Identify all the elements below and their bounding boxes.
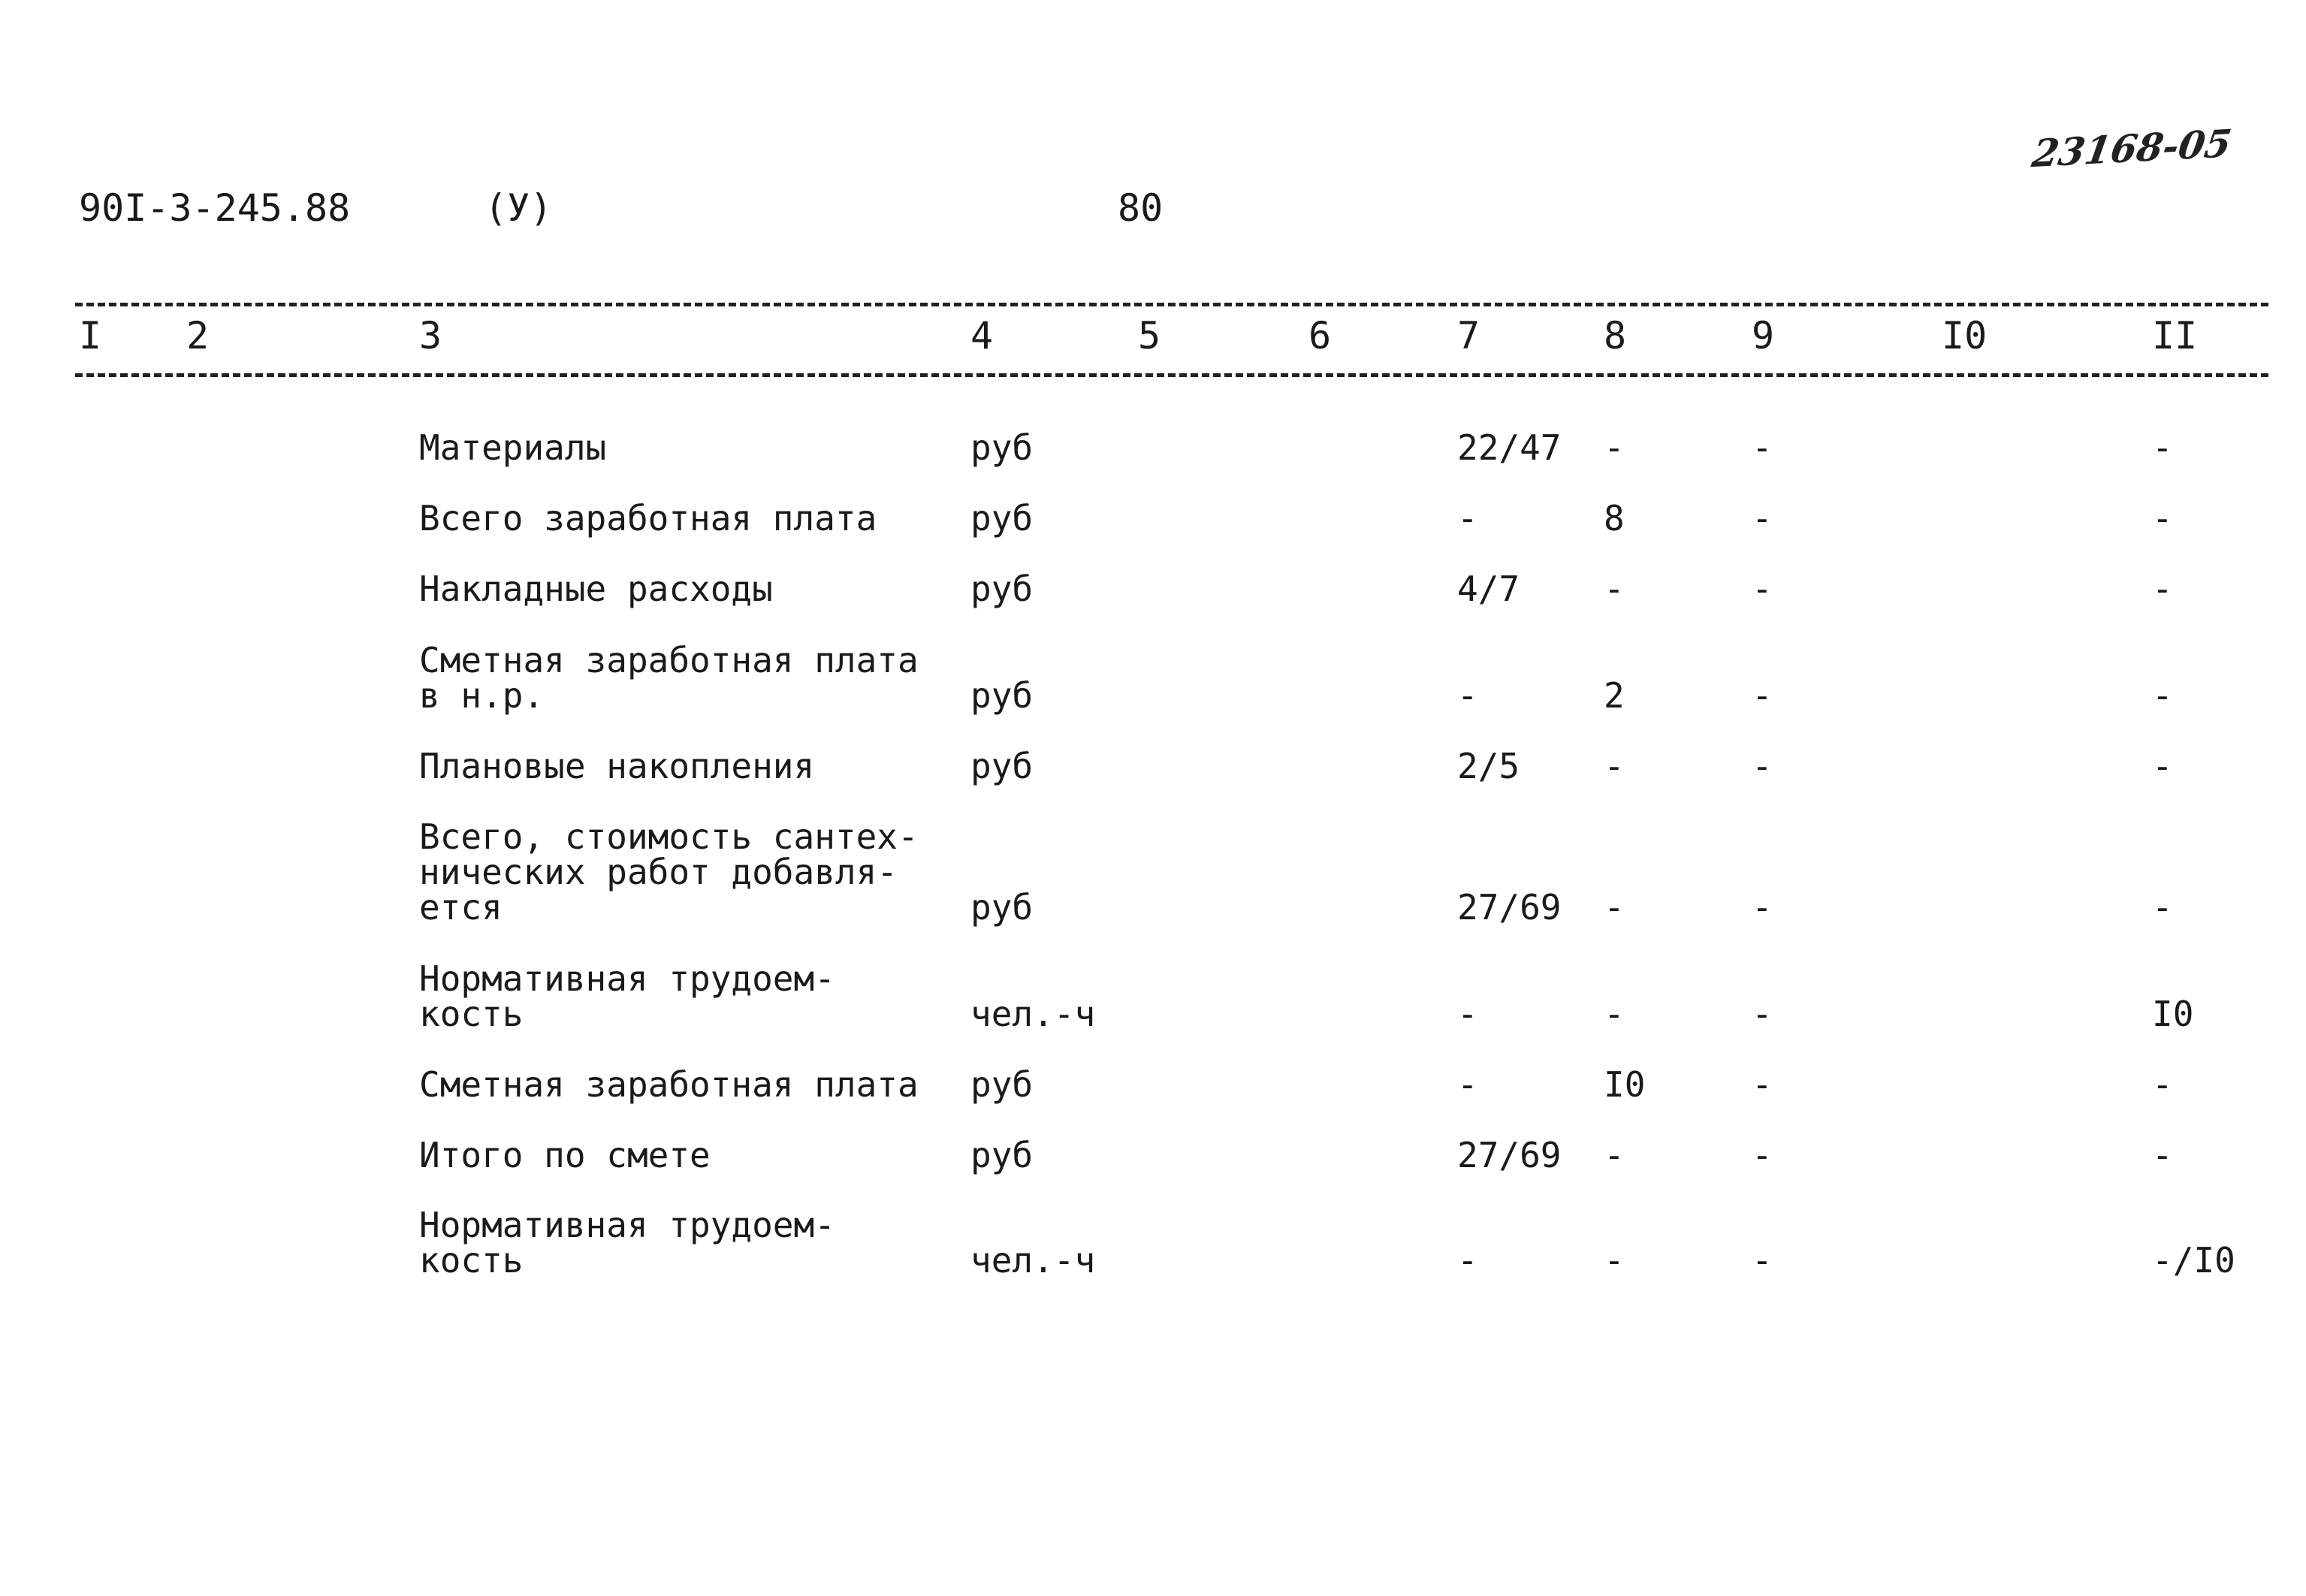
column-header: II (2152, 314, 2198, 358)
row-name: Материалы (419, 427, 607, 468)
page-number: 80 (1118, 186, 1164, 230)
row-name: Всего, стоимость сантех- нических работ добавля- ется (419, 816, 919, 928)
row-col9-value: - (1752, 746, 1773, 786)
row-col11-value: - (2152, 427, 2173, 468)
row-col11-value: - (2152, 675, 2173, 716)
row-col9-value: - (1752, 569, 1773, 609)
row-col8-value: - (1604, 887, 1625, 928)
row-col11-value: - (2152, 1064, 2173, 1105)
column-header: 3 (419, 314, 442, 358)
column-header: 5 (1138, 314, 1161, 358)
row-col7-value: - (1457, 994, 1478, 1034)
row-unit: руб (970, 569, 1034, 609)
row-col11-value: - (2152, 1135, 2173, 1175)
column-header: 8 (1604, 314, 1627, 358)
row-unit: руб (970, 746, 1034, 786)
row-col11-value: - (2152, 569, 2173, 609)
column-header: 9 (1752, 314, 1775, 358)
column-header: I0 (1942, 314, 1988, 358)
row-col11-value: I0 (2152, 994, 2194, 1034)
row-unit: руб (970, 427, 1034, 468)
row-col7-value: 27/69 (1457, 887, 1562, 928)
row-name: Накладные расходы (419, 569, 773, 609)
row-col8-value: - (1604, 994, 1625, 1034)
row-col11-value: - (2152, 746, 2173, 786)
row-col7-value: 27/69 (1457, 1135, 1562, 1175)
column-header: 2 (186, 314, 210, 358)
row-name: Плановые накопления (419, 746, 815, 786)
row-col11-value: - (2152, 498, 2173, 539)
document-code: 90I-3-245.88 (79, 186, 351, 230)
row-col9-value: - (1752, 994, 1773, 1034)
handwritten-inventory-number: 23168-05 (2029, 120, 2235, 176)
row-col8-value: - (1604, 746, 1625, 786)
column-header: 7 (1457, 314, 1480, 358)
row-unit: руб (970, 1064, 1034, 1105)
row-col8-value: 8 (1604, 498, 1625, 539)
row-col7-value: 2/5 (1457, 746, 1520, 786)
row-col9-value: - (1752, 427, 1773, 468)
row-unit: руб (970, 1135, 1034, 1175)
column-header: I (79, 314, 102, 358)
row-col11-value: -/I0 (2152, 1240, 2235, 1281)
row-col8-value: - (1604, 569, 1625, 609)
row-col8-value: - (1604, 1240, 1625, 1281)
row-name: Сметная заработная плата (419, 1064, 919, 1105)
row-unit: чел.-ч (970, 994, 1096, 1034)
row-name: Нормативная трудоем- кость (419, 958, 835, 1034)
row-col7-value: - (1457, 498, 1478, 539)
row-col11-value: - (2152, 887, 2173, 928)
row-col9-value: - (1752, 1240, 1773, 1281)
row-col9-value: - (1752, 887, 1773, 928)
row-col7-value: 4/7 (1457, 569, 1520, 609)
row-name: Нормативная трудоем- кость (419, 1205, 835, 1281)
row-col9-value: - (1752, 1064, 1773, 1105)
row-name: Итого по смете (419, 1135, 711, 1175)
document-variant: (У) (484, 186, 553, 230)
row-name: Всего заработная плата (419, 498, 877, 539)
row-col8-value: 2 (1604, 675, 1625, 716)
row-col9-value: - (1752, 1135, 1773, 1175)
row-col8-value: - (1604, 1135, 1625, 1175)
row-col9-value: - (1752, 675, 1773, 716)
row-col7-value: - (1457, 1240, 1478, 1281)
row-col7-value: - (1457, 1064, 1478, 1105)
row-col8-value: I0 (1604, 1064, 1646, 1105)
row-col8-value: - (1604, 427, 1625, 468)
row-name: Сметная заработная плата в н.р. (419, 640, 919, 716)
column-header: 6 (1308, 314, 1332, 358)
row-unit: чел.-ч (970, 1240, 1096, 1281)
row-col7-value: 22/47 (1457, 427, 1562, 468)
row-unit: руб (970, 675, 1034, 716)
row-unit: руб (970, 887, 1034, 928)
row-unit: руб (970, 498, 1034, 539)
row-col9-value: - (1752, 498, 1773, 539)
row-col7-value: - (1457, 675, 1478, 716)
column-header: 4 (970, 314, 994, 358)
